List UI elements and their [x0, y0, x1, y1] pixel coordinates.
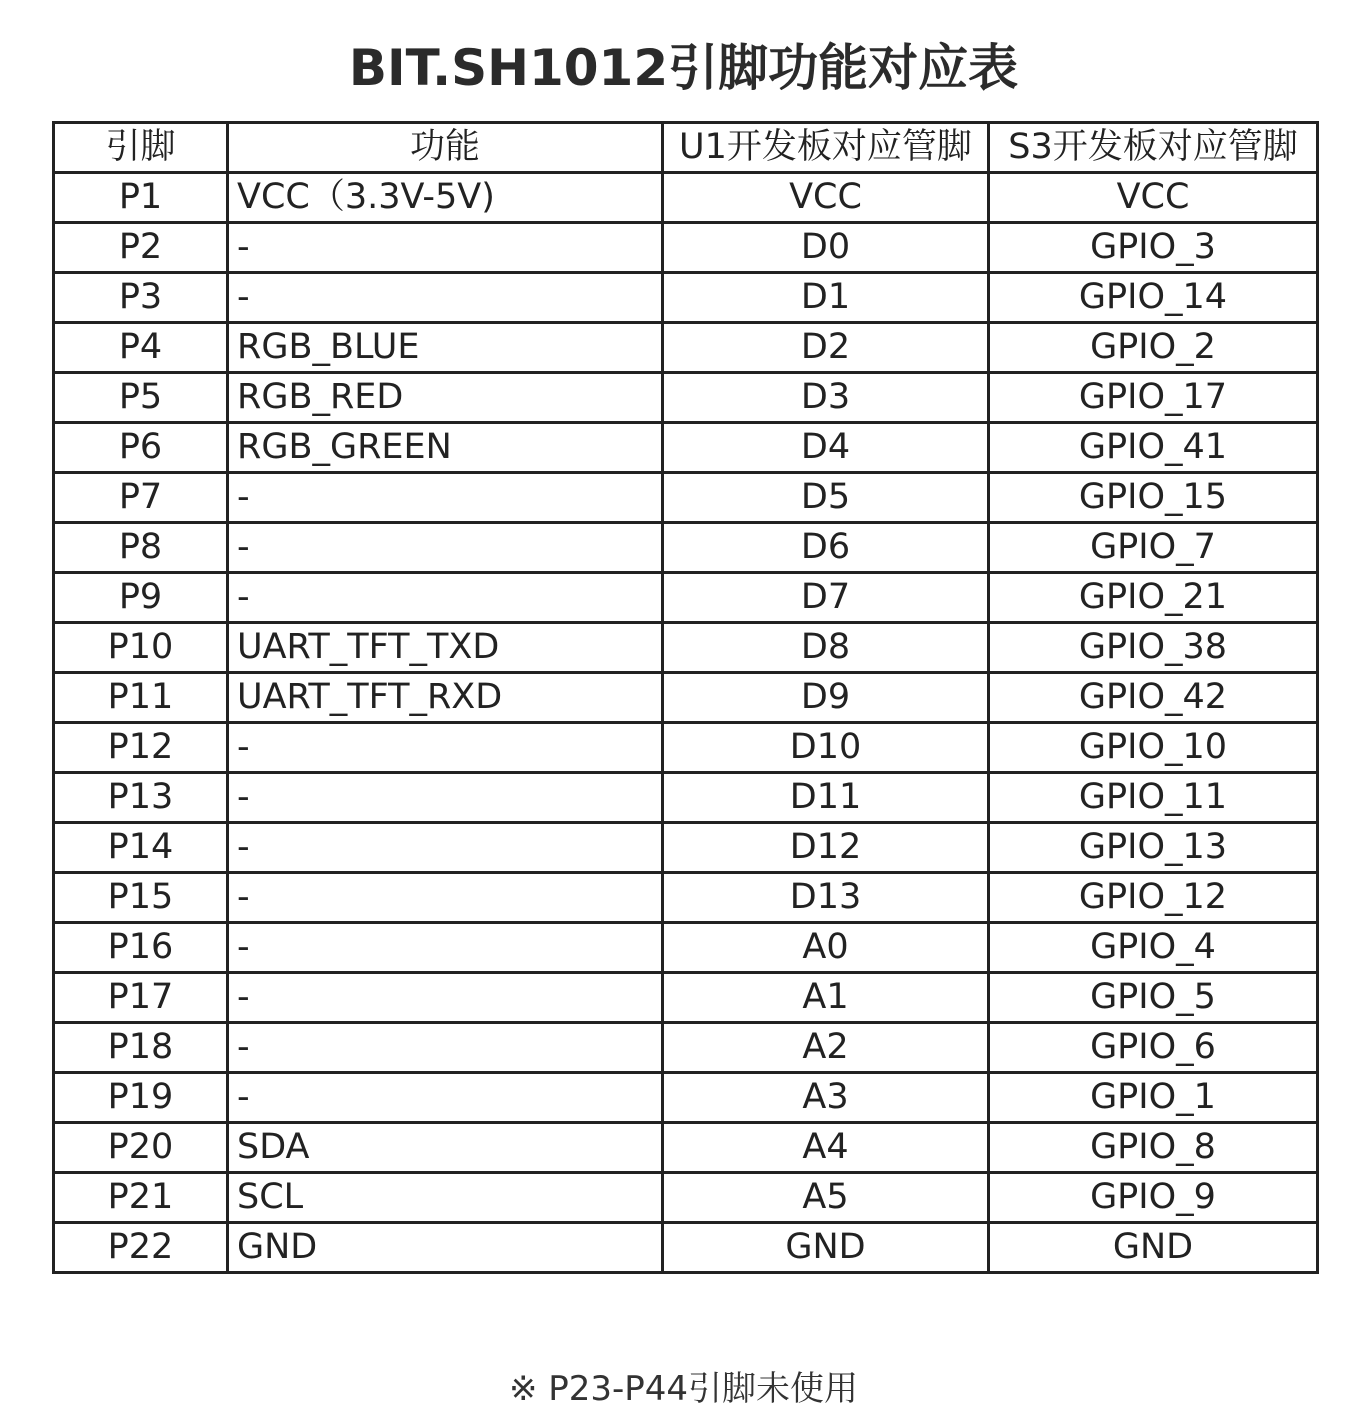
cell-u1-pin: A4	[663, 1123, 989, 1173]
cell-u1-pin: A3	[663, 1073, 989, 1123]
cell-pin: P6	[54, 423, 228, 473]
cell-s3-pin: GPIO_6	[989, 1023, 1318, 1073]
footnote: ※ P23-P44引脚未使用	[508, 1369, 859, 1409]
cell-s3-pin: GPIO_21	[989, 573, 1318, 623]
cell-pin: P22	[54, 1223, 228, 1273]
header-pin: 引脚	[54, 123, 228, 173]
table-row	[54, 523, 1318, 573]
cell-u1-pin: D3	[663, 373, 989, 423]
cell-u1-pin: D6	[663, 523, 989, 573]
cell-u1-pin: D8	[663, 623, 989, 673]
cell-function: -	[228, 873, 663, 923]
cell-function: RGB_BLUE	[228, 323, 663, 373]
cell-pin: P1	[54, 173, 228, 223]
cell-pin: P13	[54, 773, 228, 823]
cell-function: -	[228, 773, 663, 823]
cell-pin: P2	[54, 223, 228, 273]
cell-pin: P16	[54, 923, 228, 973]
cell-pin: P14	[54, 823, 228, 873]
table-header-row	[54, 123, 1318, 173]
cell-pin: P15	[54, 873, 228, 923]
cell-s3-pin: GPIO_38	[989, 623, 1318, 673]
cell-s3-pin: GPIO_11	[989, 773, 1318, 823]
cell-function: -	[228, 473, 663, 523]
pin-table	[52, 121, 1319, 1274]
cell-u1-pin: D11	[663, 773, 989, 823]
header-s3-pin: S3开发板对应管脚	[989, 123, 1318, 173]
cell-pin: P3	[54, 273, 228, 323]
cell-function: -	[228, 823, 663, 873]
cell-s3-pin: GPIO_15	[989, 473, 1318, 523]
cell-pin: P9	[54, 573, 228, 623]
cell-s3-pin: GND	[989, 1223, 1318, 1273]
cell-pin: P4	[54, 323, 228, 373]
cell-function: UART_TFT_TXD	[228, 623, 663, 673]
cell-u1-pin: D13	[663, 873, 989, 923]
cell-function: RGB_GREEN	[228, 423, 663, 473]
cell-s3-pin: GPIO_14	[989, 273, 1318, 323]
cell-s3-pin: GPIO_7	[989, 523, 1318, 573]
cell-s3-pin: GPIO_10	[989, 723, 1318, 773]
cell-function: -	[228, 1023, 663, 1073]
table-row	[54, 973, 1318, 1023]
table-row	[54, 573, 1318, 623]
cell-function: -	[228, 723, 663, 773]
cell-u1-pin: D5	[663, 473, 989, 523]
table-row	[54, 423, 1318, 473]
cell-pin: P19	[54, 1073, 228, 1123]
cell-u1-pin: A1	[663, 973, 989, 1023]
cell-function: SCL	[228, 1173, 663, 1223]
page-title: BIT.SH1012引脚功能对应表	[348, 39, 1019, 97]
cell-u1-pin: D12	[663, 823, 989, 873]
table-row	[54, 1073, 1318, 1123]
table-body	[54, 173, 1318, 1273]
cell-function: -	[228, 923, 663, 973]
table-row	[54, 673, 1318, 723]
cell-u1-pin: D0	[663, 223, 989, 273]
cell-function: -	[228, 573, 663, 623]
cell-u1-pin: VCC	[663, 173, 989, 223]
header-function: 功能	[228, 123, 663, 173]
cell-pin: P5	[54, 373, 228, 423]
cell-function: -	[228, 973, 663, 1023]
cell-function: RGB_RED	[228, 373, 663, 423]
cell-u1-pin: D2	[663, 323, 989, 373]
cell-s3-pin: GPIO_12	[989, 873, 1318, 923]
table-row	[54, 1173, 1318, 1223]
cell-pin: P12	[54, 723, 228, 773]
cell-pin: P20	[54, 1123, 228, 1173]
cell-u1-pin: D4	[663, 423, 989, 473]
cell-s3-pin: GPIO_8	[989, 1123, 1318, 1173]
cell-s3-pin: GPIO_5	[989, 973, 1318, 1023]
cell-function: -	[228, 523, 663, 573]
cell-s3-pin: GPIO_42	[989, 673, 1318, 723]
cell-s3-pin: GPIO_13	[989, 823, 1318, 873]
table-row	[54, 1223, 1318, 1273]
cell-function: SDA	[228, 1123, 663, 1173]
table-row	[54, 823, 1318, 873]
cell-s3-pin: VCC	[989, 173, 1318, 223]
cell-s3-pin: GPIO_17	[989, 373, 1318, 423]
header-u1-pin: U1开发板对应管脚	[663, 123, 989, 173]
cell-function: -	[228, 1073, 663, 1123]
table-row	[54, 273, 1318, 323]
cell-s3-pin: GPIO_41	[989, 423, 1318, 473]
cell-u1-pin: A0	[663, 923, 989, 973]
table-row	[54, 1123, 1318, 1173]
table-row	[54, 373, 1318, 423]
cell-pin: P18	[54, 1023, 228, 1073]
cell-function: -	[228, 223, 663, 273]
cell-function: UART_TFT_RXD	[228, 673, 663, 723]
table-row	[54, 173, 1318, 223]
cell-pin: P11	[54, 673, 228, 723]
cell-s3-pin: GPIO_4	[989, 923, 1318, 973]
cell-u1-pin: D7	[663, 573, 989, 623]
cell-function: -	[228, 273, 663, 323]
cell-pin: P21	[54, 1173, 228, 1223]
table-row	[54, 623, 1318, 673]
cell-function: GND	[228, 1223, 663, 1273]
cell-function: VCC（3.3V-5V)	[228, 173, 663, 223]
table-row	[54, 873, 1318, 923]
cell-u1-pin: D1	[663, 273, 989, 323]
table-row	[54, 323, 1318, 373]
table-row	[54, 223, 1318, 273]
cell-pin: P17	[54, 973, 228, 1023]
table-row	[54, 773, 1318, 823]
cell-s3-pin: GPIO_1	[989, 1073, 1318, 1123]
cell-pin: P10	[54, 623, 228, 673]
cell-s3-pin: GPIO_2	[989, 323, 1318, 373]
table-row	[54, 1023, 1318, 1073]
cell-u1-pin: GND	[663, 1223, 989, 1273]
cell-u1-pin: D10	[663, 723, 989, 773]
cell-u1-pin: D9	[663, 673, 989, 723]
cell-u1-pin: A2	[663, 1023, 989, 1073]
cell-s3-pin: GPIO_3	[989, 223, 1318, 273]
cell-u1-pin: A5	[663, 1173, 989, 1223]
table-row	[54, 723, 1318, 773]
cell-pin: P7	[54, 473, 228, 523]
table-row	[54, 923, 1318, 973]
cell-s3-pin: GPIO_9	[989, 1173, 1318, 1223]
cell-pin: P8	[54, 523, 228, 573]
table-row	[54, 473, 1318, 523]
